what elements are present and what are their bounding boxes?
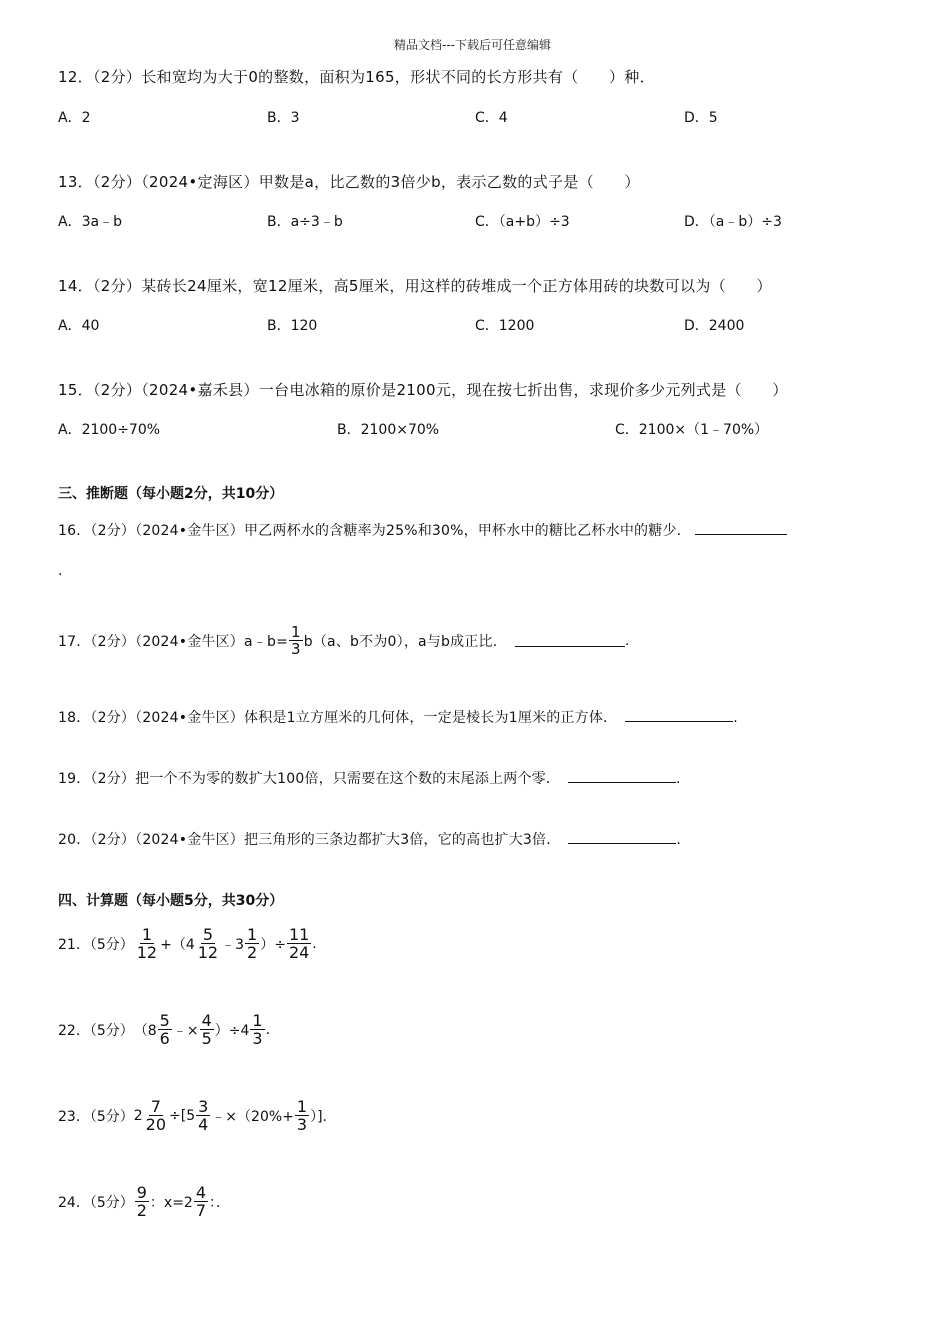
question-13: 13．（2分）（2024•定海区）甲数是a，比乙数的3倍少b，表示乙数的式子是（ ）: [58, 173, 640, 191]
page-header: 精品文档---下载后可任意编辑: [394, 38, 551, 52]
fraction: [200, 1012, 214, 1047]
q14-option-a: A．40: [58, 318, 100, 334]
fraction: [135, 926, 159, 961]
question-19: [58, 768, 681, 788]
question-17-end: .: [624, 632, 630, 649]
q14-option-c: C．1200: [475, 318, 535, 334]
fraction: [196, 1098, 210, 1133]
fraction-denominator: 2: [247, 943, 258, 962]
question-20-text: 20．（2分）（2024•金牛区）把三角形的三条边都扩大3倍，它的高也扩大3倍．: [58, 832, 561, 848]
q12-option-d: D．5: [684, 110, 718, 126]
fraction-numerator: 4: [195, 1183, 207, 1202]
question-18-text: 18．（2分）（2024•金牛区）体积是1立方厘米的几何体，一定是棱长为1厘米的正方体．: [58, 710, 618, 726]
fraction-numerator: 11: [288, 925, 310, 944]
question-23: [58, 1098, 337, 1133]
expression-text: ）÷4: [214, 1022, 250, 1039]
question-17: [58, 624, 630, 657]
fraction: [289, 624, 303, 657]
question-16-text: 16．（2分）（2024•金牛区）甲乙两杯水的含糖率为25%和30%，甲杯水中的糖比乙杯水中的糖少．: [58, 523, 691, 539]
q13-option-d: D．（a﹣b）÷3: [684, 214, 782, 230]
expression-text: .: [312, 935, 317, 952]
question-22: [58, 1012, 270, 1047]
fraction-denominator: 4: [198, 1115, 209, 1134]
question-12: 12．（2分）长和宽均为大于0的整数，面积为165，形状不同的长方形共有（ ）种．: [58, 68, 655, 86]
q15-option-a: A．2100÷70%: [58, 422, 161, 438]
fraction-denominator: 12: [197, 943, 219, 962]
question-14: 14．（2分）某砖长24厘米，宽12厘米，高5厘米，用这样的砖堆成一个正方体用砖的块数可以为（ ）: [58, 277, 772, 295]
q13-option-b: B．a÷3﹣b: [267, 214, 343, 230]
fraction-numerator: 5: [159, 1011, 170, 1030]
answer-blank[interactable]: [568, 770, 676, 783]
expression-text: .: [265, 1021, 271, 1038]
question-23-label: 23．（5分）: [58, 1108, 134, 1125]
fraction-numerator: 1: [141, 925, 152, 944]
question-20-end: .: [676, 832, 682, 848]
fraction-denominator: 24: [288, 943, 310, 962]
question-22-label: 22．（5分）: [58, 1022, 134, 1039]
expression-text: ﹣×: [172, 1022, 199, 1039]
question-16-end: .: [58, 563, 63, 579]
q13-option-a: A．3a﹣b: [58, 214, 122, 230]
answer-blank[interactable]: [695, 522, 787, 535]
fraction: [196, 926, 220, 961]
fraction-denominator: 3: [291, 640, 301, 658]
question-18: [58, 707, 738, 727]
question-19-text: 19．（2分）把一个不为零的数扩大100倍，只需要在这个数的末尾添上两个零．: [58, 771, 561, 787]
question-21: [58, 926, 317, 961]
question-19-end: .: [676, 771, 681, 787]
fraction-numerator: 1: [291, 623, 301, 641]
fraction: [158, 1012, 172, 1047]
q15-option-b: B．2100×70%: [337, 422, 440, 438]
q14-option-d: D．2400: [684, 318, 745, 334]
fraction: [144, 1098, 168, 1133]
section-3-title: 三、推断题（每小题2分，共10分）: [58, 486, 284, 502]
section-4-title: 四、计算题（每小题5分，共30分）: [58, 893, 284, 909]
fraction-numerator: 1: [247, 925, 258, 944]
answer-blank[interactable]: [568, 831, 676, 844]
fraction-denominator: 6: [159, 1029, 170, 1048]
q15-option-c: C．2100×（1﹣70%）: [615, 422, 769, 438]
question-17-prefix: 17．（2分）（2024•金牛区）a﹣b=: [58, 633, 289, 650]
question-24: [58, 1184, 230, 1219]
fraction-denominator: 2: [136, 1201, 147, 1220]
expression-text: 2: [133, 1107, 143, 1124]
question-20: [58, 829, 681, 849]
expression-text: +（4: [160, 936, 195, 953]
expression-text: ﹣3: [221, 936, 245, 953]
fraction: [295, 1098, 309, 1133]
fraction-denominator: 3: [296, 1115, 308, 1134]
fraction: [135, 1184, 149, 1219]
expression-text: ：．: [209, 1194, 231, 1211]
expression-text: ）]．: [310, 1108, 337, 1125]
answer-blank[interactable]: [625, 709, 733, 722]
expression-text: ）÷: [260, 936, 286, 953]
fraction-numerator: 4: [201, 1011, 212, 1030]
answer-blank[interactable]: [515, 634, 625, 647]
fraction: [194, 1184, 208, 1219]
question-17-suffix: b（a、b不为0），a与b成正比．: [303, 633, 507, 650]
question-15: 15．（2分）（2024•嘉禾县）一台电冰箱的原价是2100元，现在按七折出售，求现价多少元列式是（ ）: [58, 381, 788, 399]
fraction-numerator: 1: [296, 1097, 308, 1116]
expression-text: ：x=2: [149, 1194, 193, 1211]
q13-option-c: C．（a+b）÷3: [475, 214, 570, 230]
expression-text: ÷[5: [169, 1107, 196, 1124]
fraction-numerator: 3: [198, 1097, 209, 1116]
question-24-label: 24．（5分）: [58, 1194, 134, 1211]
fraction: [250, 1012, 264, 1047]
fraction: [245, 926, 259, 961]
fraction-denominator: 7: [195, 1201, 207, 1220]
fraction-denominator: 20: [145, 1115, 167, 1134]
q12-option-b: B．3: [267, 110, 300, 126]
q14-option-b: B．120: [267, 318, 318, 334]
question-16: [58, 520, 787, 540]
fraction-numerator: 7: [150, 1097, 161, 1116]
fraction-numerator: 5: [202, 925, 213, 944]
fraction-numerator: 9: [136, 1183, 147, 1202]
fraction-denominator: 3: [252, 1029, 263, 1048]
fraction-denominator: 12: [136, 943, 158, 962]
fraction-numerator: 1: [252, 1011, 263, 1030]
expression-text: （8: [133, 1022, 157, 1039]
expression-text: ﹣×（20%+: [211, 1108, 294, 1125]
q12-option-a: A．2: [58, 110, 91, 126]
question-18-end: .: [733, 710, 738, 726]
question-21-label: 21．（5分）: [58, 936, 134, 953]
q12-option-c: C．4: [475, 110, 508, 126]
fraction-denominator: 5: [201, 1029, 212, 1048]
fraction: [287, 926, 311, 961]
